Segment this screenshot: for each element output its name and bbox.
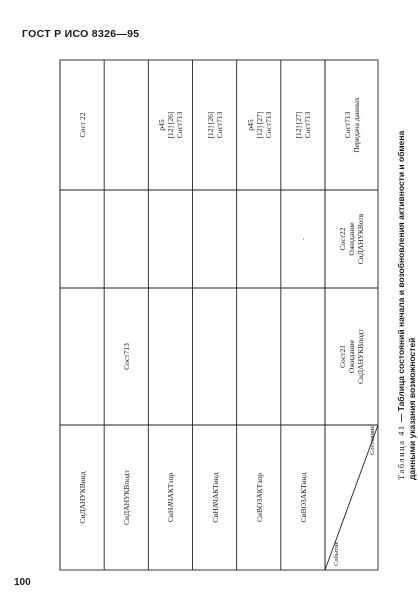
cell-r5-c1-line: Сост713 (121, 343, 131, 370)
cell-r4-c3-line: p45 (156, 119, 166, 131)
column-header-1-line: СиДАНУКВподт (356, 329, 365, 384)
cell-r2-c3 (237, 60, 281, 190)
cell-r3-c3-line: Сост713 (214, 111, 224, 139)
page-header: ГОСТ Р ИСО 8326—95 (22, 28, 140, 40)
cell-r4-c3-line: Сост713 (174, 111, 184, 139)
row-event-3 (193, 425, 237, 570)
column-header-1 (325, 288, 378, 425)
row-event-4-line: СиНАЧАКТзпр (165, 472, 175, 523)
row-event-4 (148, 425, 192, 570)
cell-r1-c2 (281, 190, 325, 288)
column-header-3 (325, 60, 378, 190)
column-header-1-line: Ожидание (347, 339, 356, 374)
row-event-6 (60, 425, 104, 570)
table-number: Таблица 41 (396, 424, 406, 480)
row-event-3-line: СиНАЧАКТинд (210, 472, 220, 523)
column-header-1-line: Сост21 (338, 344, 347, 369)
row-event-5-line: СиДАНУКВподт (121, 470, 131, 525)
column-header-2-line: СиДАНУКВотв (356, 213, 365, 265)
cell-r4-c3 (148, 60, 192, 190)
column-header-2-line: Ожидание (347, 222, 356, 256)
row-event-6-line: СиДАНУКВинд (77, 471, 87, 524)
column-header-3-line: Передача данных (351, 97, 361, 153)
cell-r1-c3-line: Сост713 (302, 111, 312, 139)
cell-r5-c1 (104, 288, 148, 425)
cell-r2-c3-line: Сост713 (263, 111, 273, 139)
column-header-2-line: Сост22 (338, 227, 347, 251)
table-title: — Таблица состояний начала и возобновления активности и обмена данными указания возможностей (396, 130, 417, 480)
column-header-2 (325, 190, 378, 288)
cell-r1-c3 (281, 60, 325, 190)
row-event-1-line: СиВОЗАКТинд (298, 472, 308, 523)
row-event-1 (281, 425, 325, 570)
cell-r2-c3-line: [12] [27] (254, 111, 264, 139)
corner-state-label: Состояние (369, 425, 376, 455)
cell-r1-c2-line: · (298, 237, 308, 241)
row-event-5 (104, 425, 148, 570)
cell-r2-c3-line: p45 (245, 119, 255, 131)
cell-r6-c3-line: Сост 22 (77, 112, 87, 138)
row-event-2 (237, 425, 281, 570)
cell-r4-c3-line: [12] [26] (165, 111, 175, 139)
column-header-3-line: Сост713 (342, 111, 352, 139)
corner-event-label: Событие (333, 541, 340, 566)
page-number: 100 (14, 577, 31, 588)
cell-r3-c3-line: [12] [26] (205, 111, 215, 139)
cell-r6-c3 (60, 60, 104, 190)
row-event-2-line: СиВОЗАКТзпр (254, 473, 264, 522)
cell-r3-c3 (193, 60, 237, 190)
cell-r1-c3-line: [12] [27] (293, 111, 303, 139)
